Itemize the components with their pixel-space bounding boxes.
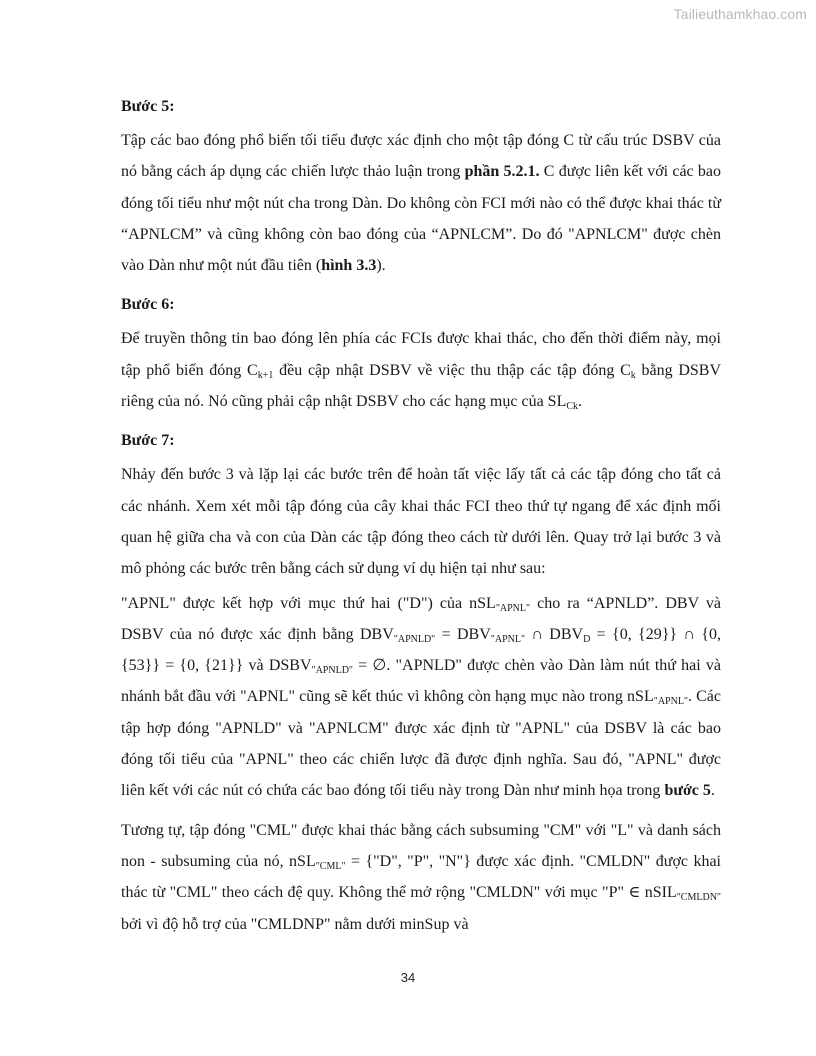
step-7-paragraph-1: Nhảy đến bước 3 và lặp lại các bước trên để hoàn tất việc lấy tất cả các tập đóng cho tất cả các nhánh. Xem xét mỗi tập đóng của cây khai thác FCI theo thứ tự ngang để xác định mối quan hệ giữa cha và con của Dàn các tập đóng theo cách từ dưới lên. Quay trở lại bước 3 và mô phỏng các bước trên bằng cách sử dụng ví dụ hiện tại như sau: [121, 466, 721, 578]
step-7-heading: Bước 7: [121, 432, 175, 450]
step-6-heading: Bước 6: [121, 296, 175, 314]
step-5-heading: Bước 5: [121, 98, 175, 115]
page-content [121, 91, 721, 940]
step-5-paragraph: Tập các bao đóng phổ biến tối tiểu được xác định cho một tập đóng C từ cấu trúc DSBV của nó bằng cách áp dụng các chiến lược thảo luận trong phần 5.2.1. C được liên kết với các bao đóng tối tiểu như một nút cha trong Dàn. Do không còn FCI mới nào có thể được khai thác từ “APNLCM” và cũng không còn bao đóng của “APNLCM”. Do đó "APNLCM" được chèn vào Dàn như một nút đầu tiên (hình 3.3). [121, 132, 721, 275]
watermark: Tailieuthamkhao.com [673, 6, 807, 22]
step-7-paragraph-2: "APNL" được kết hợp với mục thứ hai ("D") của nSL$_{"APNL"}$ cho ra “APNLD”. DBV và DSBV của nó được xác định bằng $DBV_{"APNLD"} = DBV_{"APNL"}$ ∩ $DBV_D = \{0$, {29}} ∩ {0, {53}} = {0, {21}} và $DSBV_{"APNLD"}$ = ∅. "APNLD" được chèn vào Dàn làm nút thứ hai và nhánh bắt đầu với "APNL" cũng sẽ kết thúc vì không còn hạng mục nào trong nSL$_{"APNL"}$. Các tập hợp đóng "APNLD" và "APNLCM" được xác định từ "APNL" của DSBV là các bao đóng tối tiểu của "APNL" theo các chiến lược đã được định nghĩa. Sau đó, "APNL" được liên kết với các nút có chứa các bao đóng tối tiểu này trong Dàn như minh họa trong bước 5. [121, 594, 722, 800]
step-6-paragraph: Để truyền thông tin bao đóng lên phía các FCIs được khai thác, cho đến thời điểm này, mọi tập phổ biến đóng $C_{k+1}$ đều cập nhật DSBV về việc thu thập các tập đóng $C_k$ bằng DSBV riêng của nó. Nó cũng phải cập nhật DSBV cho các hạng mục của $SL_{Ck}$. [121, 330, 722, 413]
step-7-paragraph-3: Tương tự, tập đóng "CML" được khai thác bằng cách subsuming "CM" với "L" và danh sách non - subsuming của nó, nSL$_{"CML"}$ = {"D", "P", "N"} được xác định. "CMLDN" được khai thác từ "CML" theo cách đệ quy. Không thể mở rộng "CMLDN" với mục "P" ∈ nSIL$_{"CMLDN"}$ bởi vì độ hỗ trợ của "CMLDNP" nằm dưới minSup và [121, 821, 721, 933]
page-number: 34 [400, 970, 416, 985]
